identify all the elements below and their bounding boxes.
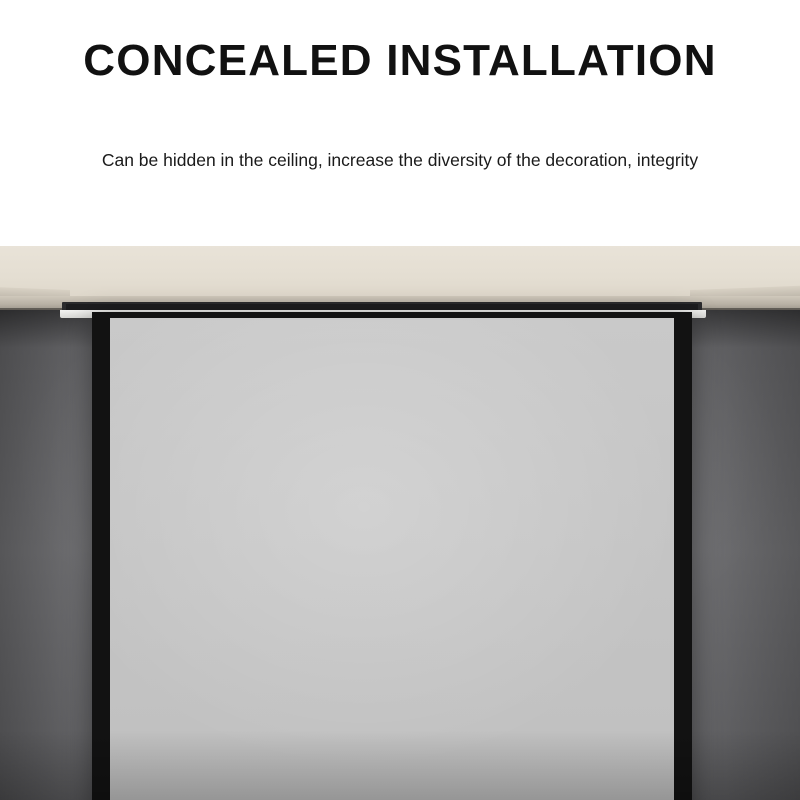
page-title: CONCEALED INSTALLATION [83,36,717,85]
screen-black-border [92,312,692,800]
header-text-block [0,0,800,246]
ceiling-slab [0,246,800,302]
wall-bottom-shading [0,730,800,800]
product-photo [0,246,800,800]
page-subtitle: Can be hidden in the ceiling, increase the diversity of the decoration, integrity [101,150,699,170]
screen-sheen-highlight [110,318,674,800]
projection-screen-surface [110,318,674,800]
